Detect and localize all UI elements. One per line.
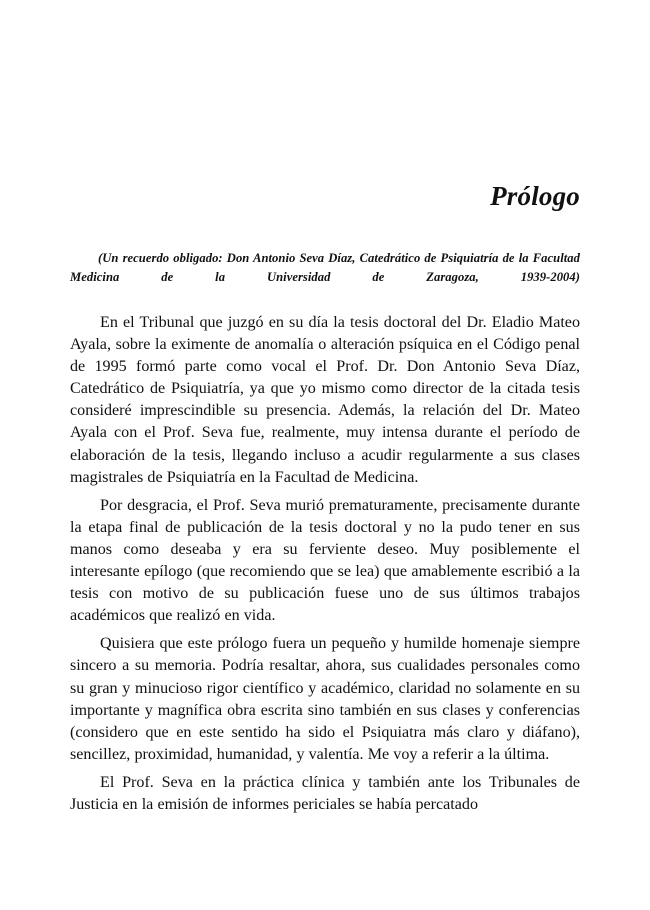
paragraph: Por desgracia, el Prof. Seva murió prematuramente, precisamente durante la etapa final de publicación de la tesis doctoral y no la pudo tener en sus manos como deseaba y era su ferviente deseo. Muy posiblemente el interesante epílogo (que recomiendo que se lea) que amablemente escribió a la tesis con motivo de su publicación fuese uno de sus últimos trabajos académicos que realizó en vida. <box>70 496 580 625</box>
page-title: Prólogo <box>490 181 580 212</box>
dedication-note: (Un recuerdo obligado: Don Antonio Seva Díaz, Catedrático de Psiquiatría de la Facultad Medicina de la Universidad de Zaragoza, 1939-2004) <box>70 250 580 284</box>
body-text <box>70 312 580 816</box>
paragraph: En el Tribunal que juzgó en su día la tesis doctoral del Dr. Eladio Mateo Ayala, sobre la eximente de anomalía o alteración psíquica en el Código penal de 1995 formó parte como vocal el Prof. Dr. Don Antonio Seva Díaz, Catedrático de Psiquiatría, ya que yo mismo como director de la citada tesis consideré imprescindible su presencia. Además, la relación del Dr. Mateo Ayala con el Prof. Seva fue, realmente, muy intensa durante el período de elaboración de la tesis, llegando incluso a acudir regularmente a sus clases magistrales de Psiquiatría en la Facultad de Medicina. <box>70 314 580 486</box>
paragraph: Quisiera que este prólogo fuera un pequeño y humilde homenaje siempre sincero a su memoria. Podría resaltar, ahora, sus cualidades personales como su gran y minucioso rigor científico y académico, claridad no solamente en su importante y magnífica obra escrita sino también en sus clases y conferencias (considero que en este sentido ha sido el Psiquiatra más claro y diáfano), sencillez, proximidad, humanidad, y valentía. Me voy a referir a la última. <box>70 635 580 763</box>
paragraph: El Prof. Seva en la práctica clínica y también ante los Tribunales de Justicia en la emisión de informes periciales se había percatado <box>70 773 580 813</box>
